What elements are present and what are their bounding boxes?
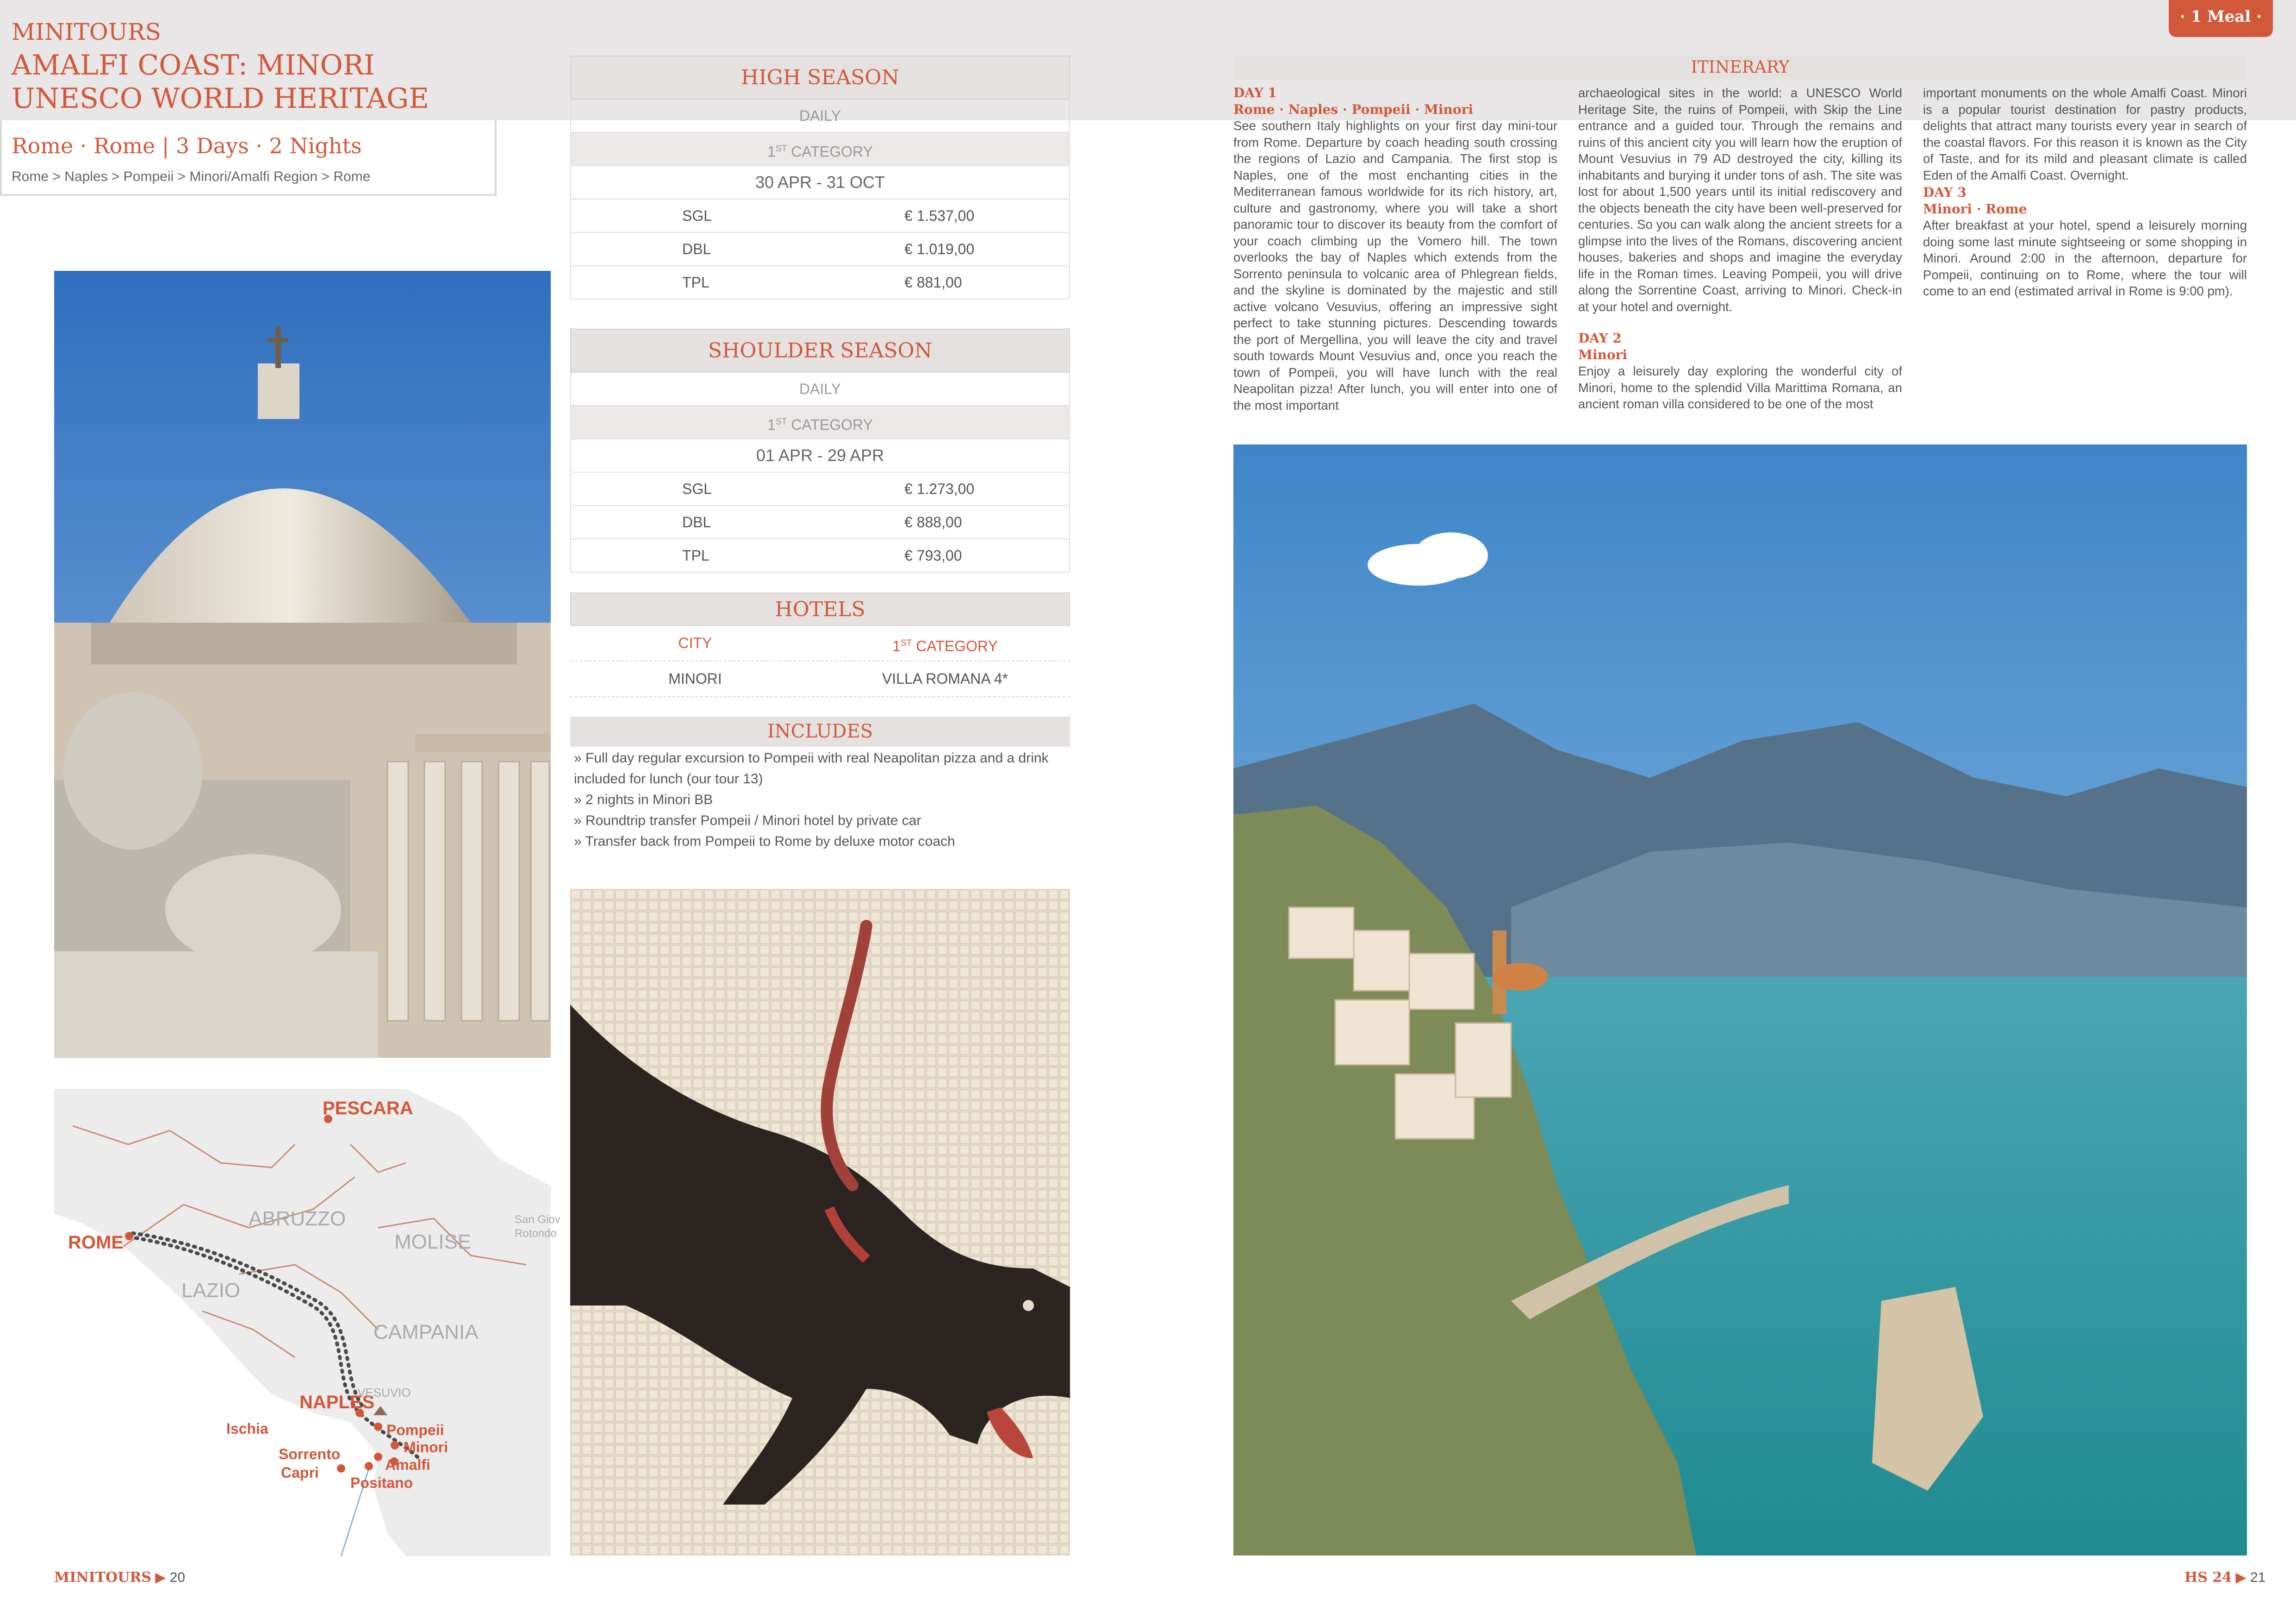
footer-section-label: MINITOURS bbox=[54, 1569, 151, 1586]
price-row bbox=[570, 473, 1070, 506]
naples-church-illustration bbox=[54, 271, 551, 1058]
tour-title: AMALFI COAST: MINORI UNESCO WORLD HERITAGE bbox=[12, 49, 429, 115]
meal-badge: · 1 Meal · bbox=[2169, 0, 2273, 37]
room-price: € 881,00 bbox=[904, 274, 962, 291]
category-label: CATEGORY bbox=[787, 143, 873, 160]
room-price: € 1.537,00 bbox=[904, 207, 975, 224]
category-label: CATEGORY bbox=[787, 416, 873, 433]
map-region-abruzzo: ABRUZZO bbox=[249, 1207, 346, 1230]
itinerary-column-1 bbox=[1233, 85, 1557, 451]
shoulder-season-table bbox=[570, 329, 1070, 573]
map-region-campania: CAMPANIA bbox=[373, 1321, 479, 1343]
room-price: € 888,00 bbox=[904, 514, 962, 531]
hotels-table bbox=[570, 593, 1070, 697]
pompeii-dog-mosaic-photo bbox=[570, 889, 1070, 1555]
category-suffix: ST bbox=[900, 638, 912, 648]
hotel-row bbox=[570, 662, 1070, 697]
day3-text: After breakfast at your hotel, spend a leisurely morning doing some last minute sightseeing or some shopping in Minori. Around 2:00 in the afternoon, departure for Pompeii, continuing on to Rome, where the tour will come to an end (estimated arrival in Rome is 9:00 pm). bbox=[1923, 218, 2247, 298]
includes-title: INCLUDES bbox=[570, 717, 1070, 747]
category-suffix: ST bbox=[775, 144, 787, 154]
includes-item: » Transfer back from Pompeii to Rome by deluxe motor coach bbox=[574, 831, 1067, 852]
shoulder-season-dates: 01 APR - 29 APR bbox=[570, 439, 1070, 473]
high-season-table bbox=[570, 56, 1070, 300]
hotel-city: MINORI bbox=[668, 670, 722, 687]
map-region-lazio: LAZIO bbox=[181, 1279, 241, 1302]
chevron-right-icon: ▶ bbox=[155, 1570, 166, 1585]
price-row bbox=[570, 200, 1070, 233]
day1-text-continued bbox=[1578, 85, 1902, 330]
day3-label: DAY 3 bbox=[1923, 185, 1966, 200]
room-type: SGL bbox=[682, 481, 712, 497]
section-kicker: MINITOURS bbox=[12, 19, 161, 45]
includes-list bbox=[574, 748, 1067, 852]
hotels-header-row bbox=[570, 626, 1070, 662]
high-season-frequency: DAILY bbox=[570, 100, 1070, 133]
day2-text-continued: important monuments on the whole Amalfi Coast. Minori is a popular tourist destination for pastry products, delights that attract many tourists every year in search of the coastal flavors. For this reason it is known as the City of Taste, and for its mild and pleasant climate is called Eden of the Amalfi Coast. Overnight. bbox=[1923, 86, 2247, 182]
dog-mosaic-illustration bbox=[570, 889, 1070, 1555]
itinerary-title: ITINERARY bbox=[1233, 56, 2247, 80]
day2-route: Minori bbox=[1578, 347, 1628, 362]
amalfi-coast-photo bbox=[1233, 444, 2247, 1555]
map-label-positano: Positano bbox=[350, 1474, 413, 1491]
includes-item: » Roundtrip transfer Pompeii / Minori hotel by private car bbox=[574, 810, 1067, 831]
day1-label: DAY 1 bbox=[1233, 85, 1277, 100]
map-label-amalfi: Amalfi bbox=[385, 1456, 430, 1473]
high-season-title: HIGH SEASON bbox=[570, 56, 1070, 100]
category-number: 1 bbox=[892, 637, 901, 655]
map-label-rome: ROME bbox=[68, 1232, 124, 1253]
hotel-name: VILLA ROMANA 4* bbox=[882, 670, 1008, 687]
day2-text: Enjoy a leisurely day exploring the wonderful city of Minori, home to the splendid Villa Marittima Romana, an ancient roman villa considered to be one of the most bbox=[1578, 364, 1902, 411]
map-label-pompeii: Pompeii bbox=[386, 1422, 444, 1438]
price-row bbox=[570, 539, 1070, 573]
price-row bbox=[570, 266, 1070, 300]
shoulder-season-category bbox=[570, 406, 1070, 439]
tour-route-summary: Rome · Rome | 3 Days · 2 Nights bbox=[12, 133, 362, 158]
map-label-sorrento: Sorrento bbox=[279, 1446, 341, 1462]
tour-path: Rome > Naples > Pompeii > Minori/Amalfi Region > Rome bbox=[12, 169, 371, 184]
category-number: 1 bbox=[767, 416, 776, 433]
price-row bbox=[570, 233, 1070, 266]
page-number-right: 21 bbox=[2250, 1570, 2266, 1585]
room-type: TPL bbox=[682, 274, 709, 291]
page-number-left: 20 bbox=[169, 1570, 186, 1585]
route-map bbox=[54, 1089, 560, 1556]
map-region-molise: MOLISE bbox=[394, 1230, 472, 1253]
map-label-naples: NAPLES bbox=[299, 1392, 375, 1412]
price-row bbox=[570, 506, 1070, 539]
includes-item: » 2 nights in Minori BB bbox=[574, 789, 1067, 810]
itinerary-column-2 bbox=[1578, 85, 1902, 414]
hotels-col-city: CITY bbox=[678, 635, 712, 651]
category-number: 1 bbox=[767, 143, 776, 160]
day1-route: Rome · Naples · Pompeii · Minori bbox=[1233, 101, 1473, 117]
day1-text: See southern Italy highlights on your first day mini-tour from Rome. Departure by coach heading south crossing the regions of Lazio and Campania. The first stop is Naples, one of the most enchanting cities in the Mediterranean famous worldwide for its rich history, art, culture and gastronomy, where you will take a short panoramic tour to discover its beauty from the comfort of your coach climbing up the Vomero hill. The town overlooks the bay of Naples which extends from the Sorrento peninsula to volcanic area of Phlegrean fields, and the skyline is dominated by the majestic and still active volcano Vesuvius, offering an impressive sight perfect to take stunning pictures. Descending towards the port of Mergellina, you will leave the city and travel south towards Mount Vesuvius and, once you reach the town of Pompeii, you will have lunch with the real Neapolitan pizza! After lunch, you will enter into one of the most important bbox=[1233, 119, 1557, 412]
map-label-san-giovanni: San Giov bbox=[515, 1213, 560, 1226]
chevron-right-icon: ▶ bbox=[2235, 1570, 2246, 1585]
room-type: DBL bbox=[682, 241, 711, 257]
includes-item: » Full day regular excursion to Pompeii with real Neapolitan pizza and a drink included for lunch (our tour 13) bbox=[574, 748, 1067, 789]
hotels-col-category bbox=[820, 626, 1070, 664]
high-season-category bbox=[570, 133, 1070, 166]
map-label-rotondo: Rotondo bbox=[515, 1227, 557, 1240]
room-price: € 1.273,00 bbox=[904, 481, 975, 497]
high-season-dates: 30 APR - 31 OCT bbox=[570, 166, 1070, 200]
page-footer-right bbox=[2184, 1569, 2265, 1586]
footer-catalog-label: HS 24 bbox=[2184, 1569, 2232, 1586]
room-price: € 1.019,00 bbox=[904, 241, 975, 257]
day3-route: Minori · Rome bbox=[1923, 201, 2027, 217]
room-price: € 793,00 bbox=[904, 547, 962, 564]
room-type: DBL bbox=[682, 514, 711, 531]
map-label-ischia: Ischia bbox=[226, 1420, 268, 1437]
page-footer-left bbox=[54, 1569, 185, 1586]
shoulder-season-title: SHOULDER SEASON bbox=[570, 329, 1070, 373]
day1-text-tail: archaeological sites in the world: a UNESCO World Heritage Site, the ruins of Pompeii, with Skip the Line entrance and a guided tour. Through the remains and ruins of this ancient city you will learn how the eruption of Mount Vesuvius in 79 AD destroyed the city, killing its inhabitants and burying it under tons of ash. The site was lost for about 1,500 years until its initial rediscovery and the objects beneath the city have been well-preserved for centuries. So you can walk along the ancient streets for a glimpse into the lives of the Romans, discovering ancient houses, bakeries and shops and imagine the everyday life in the Roman times. Leaving Pompeii, you will drive along the Sorrentine Coast, arriving to Minori. Check-in at your hotel and overnight. bbox=[1578, 86, 1902, 314]
room-type: SGL bbox=[682, 207, 712, 224]
naples-church-photo bbox=[54, 271, 551, 1058]
category-suffix: ST bbox=[775, 417, 787, 427]
day2-label: DAY 2 bbox=[1578, 331, 1622, 346]
map-label-vesuvio: VESUVIO bbox=[357, 1386, 411, 1399]
room-type: TPL bbox=[682, 547, 709, 564]
shoulder-season-frequency: DAILY bbox=[570, 373, 1070, 406]
map-label-pescara: PESCARA bbox=[323, 1098, 413, 1118]
amalfi-coast-illustration bbox=[1233, 444, 2247, 1555]
itinerary-column-3 bbox=[1923, 85, 2247, 300]
route-map-drawing bbox=[54, 1089, 560, 1556]
map-label-capri: Capri bbox=[281, 1464, 319, 1481]
map-label-minori: Minori bbox=[404, 1439, 448, 1455]
hotels-title: HOTELS bbox=[570, 593, 1070, 626]
category-label: CATEGORY bbox=[912, 637, 998, 655]
